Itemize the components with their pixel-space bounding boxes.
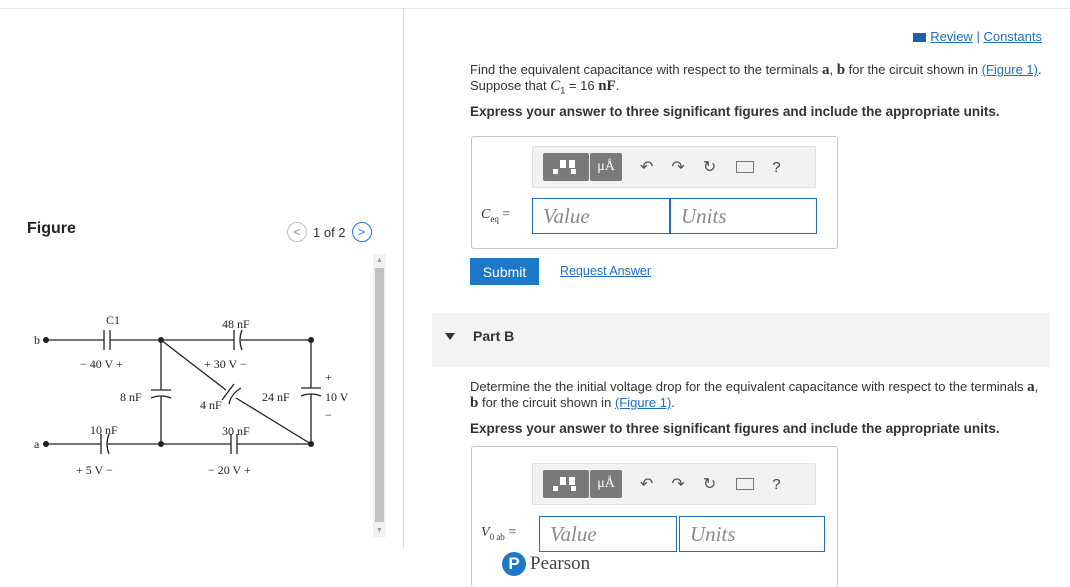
reset-icon[interactable]: ↻ bbox=[702, 476, 717, 493]
label-5v: + 5 V − bbox=[76, 463, 113, 477]
part-a-comma: , bbox=[829, 62, 834, 77]
part-a-period-2: . bbox=[615, 78, 620, 93]
label-10v: 10 V bbox=[325, 390, 349, 404]
pearson-logo-icon: P bbox=[502, 552, 526, 576]
terminal-a: a bbox=[34, 437, 40, 451]
part-b-period: . bbox=[671, 395, 675, 410]
undo-icon[interactable]: ↶ bbox=[640, 159, 654, 176]
scrollbar-thumb[interactable] bbox=[375, 268, 384, 522]
keyboard-icon[interactable] bbox=[736, 478, 754, 490]
submit-button[interactable]: Submit bbox=[470, 258, 539, 285]
part-b-term-a: a bbox=[1027, 379, 1035, 395]
reset-icon[interactable]: ↻ bbox=[702, 159, 717, 176]
v0ab-label bbox=[481, 525, 516, 542]
part-a-instruction: Express your answer to three significant figures and include the appropriate units. bbox=[470, 104, 1000, 119]
pearson-logo bbox=[502, 552, 590, 576]
part-b-comma: , bbox=[1034, 379, 1039, 394]
part-b-question bbox=[470, 379, 1050, 411]
part-b-term-b: b bbox=[470, 395, 479, 411]
label-8nf: 8 nF bbox=[120, 390, 142, 404]
label-4nf: 4 nF bbox=[200, 398, 222, 412]
part-b-title: Part B bbox=[473, 328, 515, 344]
redo-icon[interactable]: ↷ bbox=[671, 476, 685, 493]
templates-button[interactable] bbox=[543, 153, 589, 181]
review-link[interactable]: Review bbox=[930, 29, 973, 44]
ceq-equals: = bbox=[502, 207, 511, 222]
label-48nf: 48 nF bbox=[222, 317, 250, 331]
part-a-question bbox=[470, 62, 1050, 99]
next-figure-button[interactable] bbox=[352, 222, 372, 242]
part-a-question-text: Find the equivalent capacitance with respect to the terminals bbox=[470, 62, 819, 77]
label-10v-minus: − bbox=[325, 408, 332, 422]
circuit-diagram bbox=[36, 308, 366, 488]
prev-figure-button[interactable] bbox=[287, 222, 307, 242]
links-separator: | bbox=[976, 29, 980, 44]
c1-sub: 1 bbox=[560, 85, 566, 96]
redo-icon[interactable]: ↷ bbox=[671, 159, 685, 176]
scroll-down-icon[interactable]: ▼ bbox=[376, 527, 383, 534]
label-c1: C1 bbox=[106, 313, 121, 327]
templates-button[interactable] bbox=[543, 470, 589, 498]
part-a-term-b: b bbox=[836, 62, 846, 78]
book-icon bbox=[913, 33, 926, 42]
label-30v: + 30 V − bbox=[204, 357, 247, 371]
part-b-figure-link[interactable]: (Figure 1) bbox=[614, 395, 672, 410]
ceq-label bbox=[481, 207, 510, 224]
label-40v: − 40 V + bbox=[80, 357, 123, 371]
label-10nf: 10 nF bbox=[90, 423, 118, 437]
units-button[interactable]: μÅ bbox=[590, 470, 622, 498]
keyboard-icon[interactable] bbox=[736, 161, 754, 173]
help-button[interactable]: ? bbox=[772, 158, 781, 176]
c1-symbol: C bbox=[550, 78, 561, 94]
panel-divider bbox=[403, 8, 404, 548]
ceq-symbol: C bbox=[481, 207, 491, 222]
chevron-left-icon: < bbox=[293, 225, 301, 239]
c1-value: = 16 bbox=[568, 78, 595, 93]
figure-title: Figure bbox=[27, 220, 76, 237]
part-b-header[interactable] bbox=[432, 313, 1050, 367]
pearson-brand: Pearson bbox=[530, 553, 591, 574]
part-a-toolbar bbox=[532, 146, 816, 188]
part-a-period: . bbox=[1037, 62, 1042, 77]
part-a-term-a: a bbox=[821, 62, 830, 78]
v0ab-sub: 0 ab bbox=[489, 531, 505, 542]
header-links bbox=[913, 29, 1042, 44]
v0ab-equals: = bbox=[508, 525, 517, 540]
undo-icon[interactable]: ↶ bbox=[640, 476, 654, 493]
collapse-triangle-icon[interactable] bbox=[445, 333, 455, 340]
part-a-figure-link[interactable]: (Figure 1) bbox=[981, 62, 1038, 77]
label-30nf: 30 nF bbox=[222, 424, 250, 438]
request-answer-link[interactable]: Request Answer bbox=[560, 264, 652, 278]
value-input[interactable]: Value bbox=[532, 198, 670, 234]
pager-text: 1 of 2 bbox=[313, 224, 346, 240]
v0ab-symbol: V bbox=[481, 525, 490, 540]
terminal-b: b bbox=[34, 333, 40, 347]
constants-link[interactable]: Constants bbox=[983, 29, 1042, 44]
part-b-question-text: Determine the the initial voltage drop for the equivalent capacitance with respect to the terminals bbox=[470, 379, 1024, 394]
value-input-b[interactable]: Value bbox=[539, 516, 677, 552]
part-b-toolbar bbox=[532, 463, 816, 505]
figure-pager bbox=[287, 222, 372, 242]
help-button[interactable]: ? bbox=[772, 475, 781, 493]
figure-scrollbar[interactable] bbox=[373, 254, 386, 537]
label-24nf: 24 nF bbox=[262, 390, 290, 404]
units-input[interactable]: Units bbox=[670, 198, 817, 234]
suppose-text: Suppose that bbox=[470, 78, 547, 93]
label-20v: − 20 V + bbox=[208, 463, 251, 477]
c1-unit: nF bbox=[598, 78, 616, 94]
scroll-up-icon[interactable]: ▲ bbox=[376, 257, 383, 264]
part-b-question-text-2: for the circuit shown in bbox=[481, 395, 612, 410]
chevron-right-icon: > bbox=[358, 225, 366, 239]
top-divider bbox=[0, 8, 1070, 9]
units-input-b[interactable]: Units bbox=[679, 516, 825, 552]
part-a-answer-box bbox=[471, 136, 838, 249]
units-button[interactable]: μÅ bbox=[590, 153, 622, 181]
label-10v-plus: + bbox=[325, 370, 332, 384]
part-b-instruction: Express your answer to three significant figures and include the appropriate units. bbox=[470, 421, 1000, 436]
ceq-sub: eq bbox=[490, 213, 499, 224]
part-a-question-text-2: for the circuit shown in bbox=[848, 62, 978, 77]
